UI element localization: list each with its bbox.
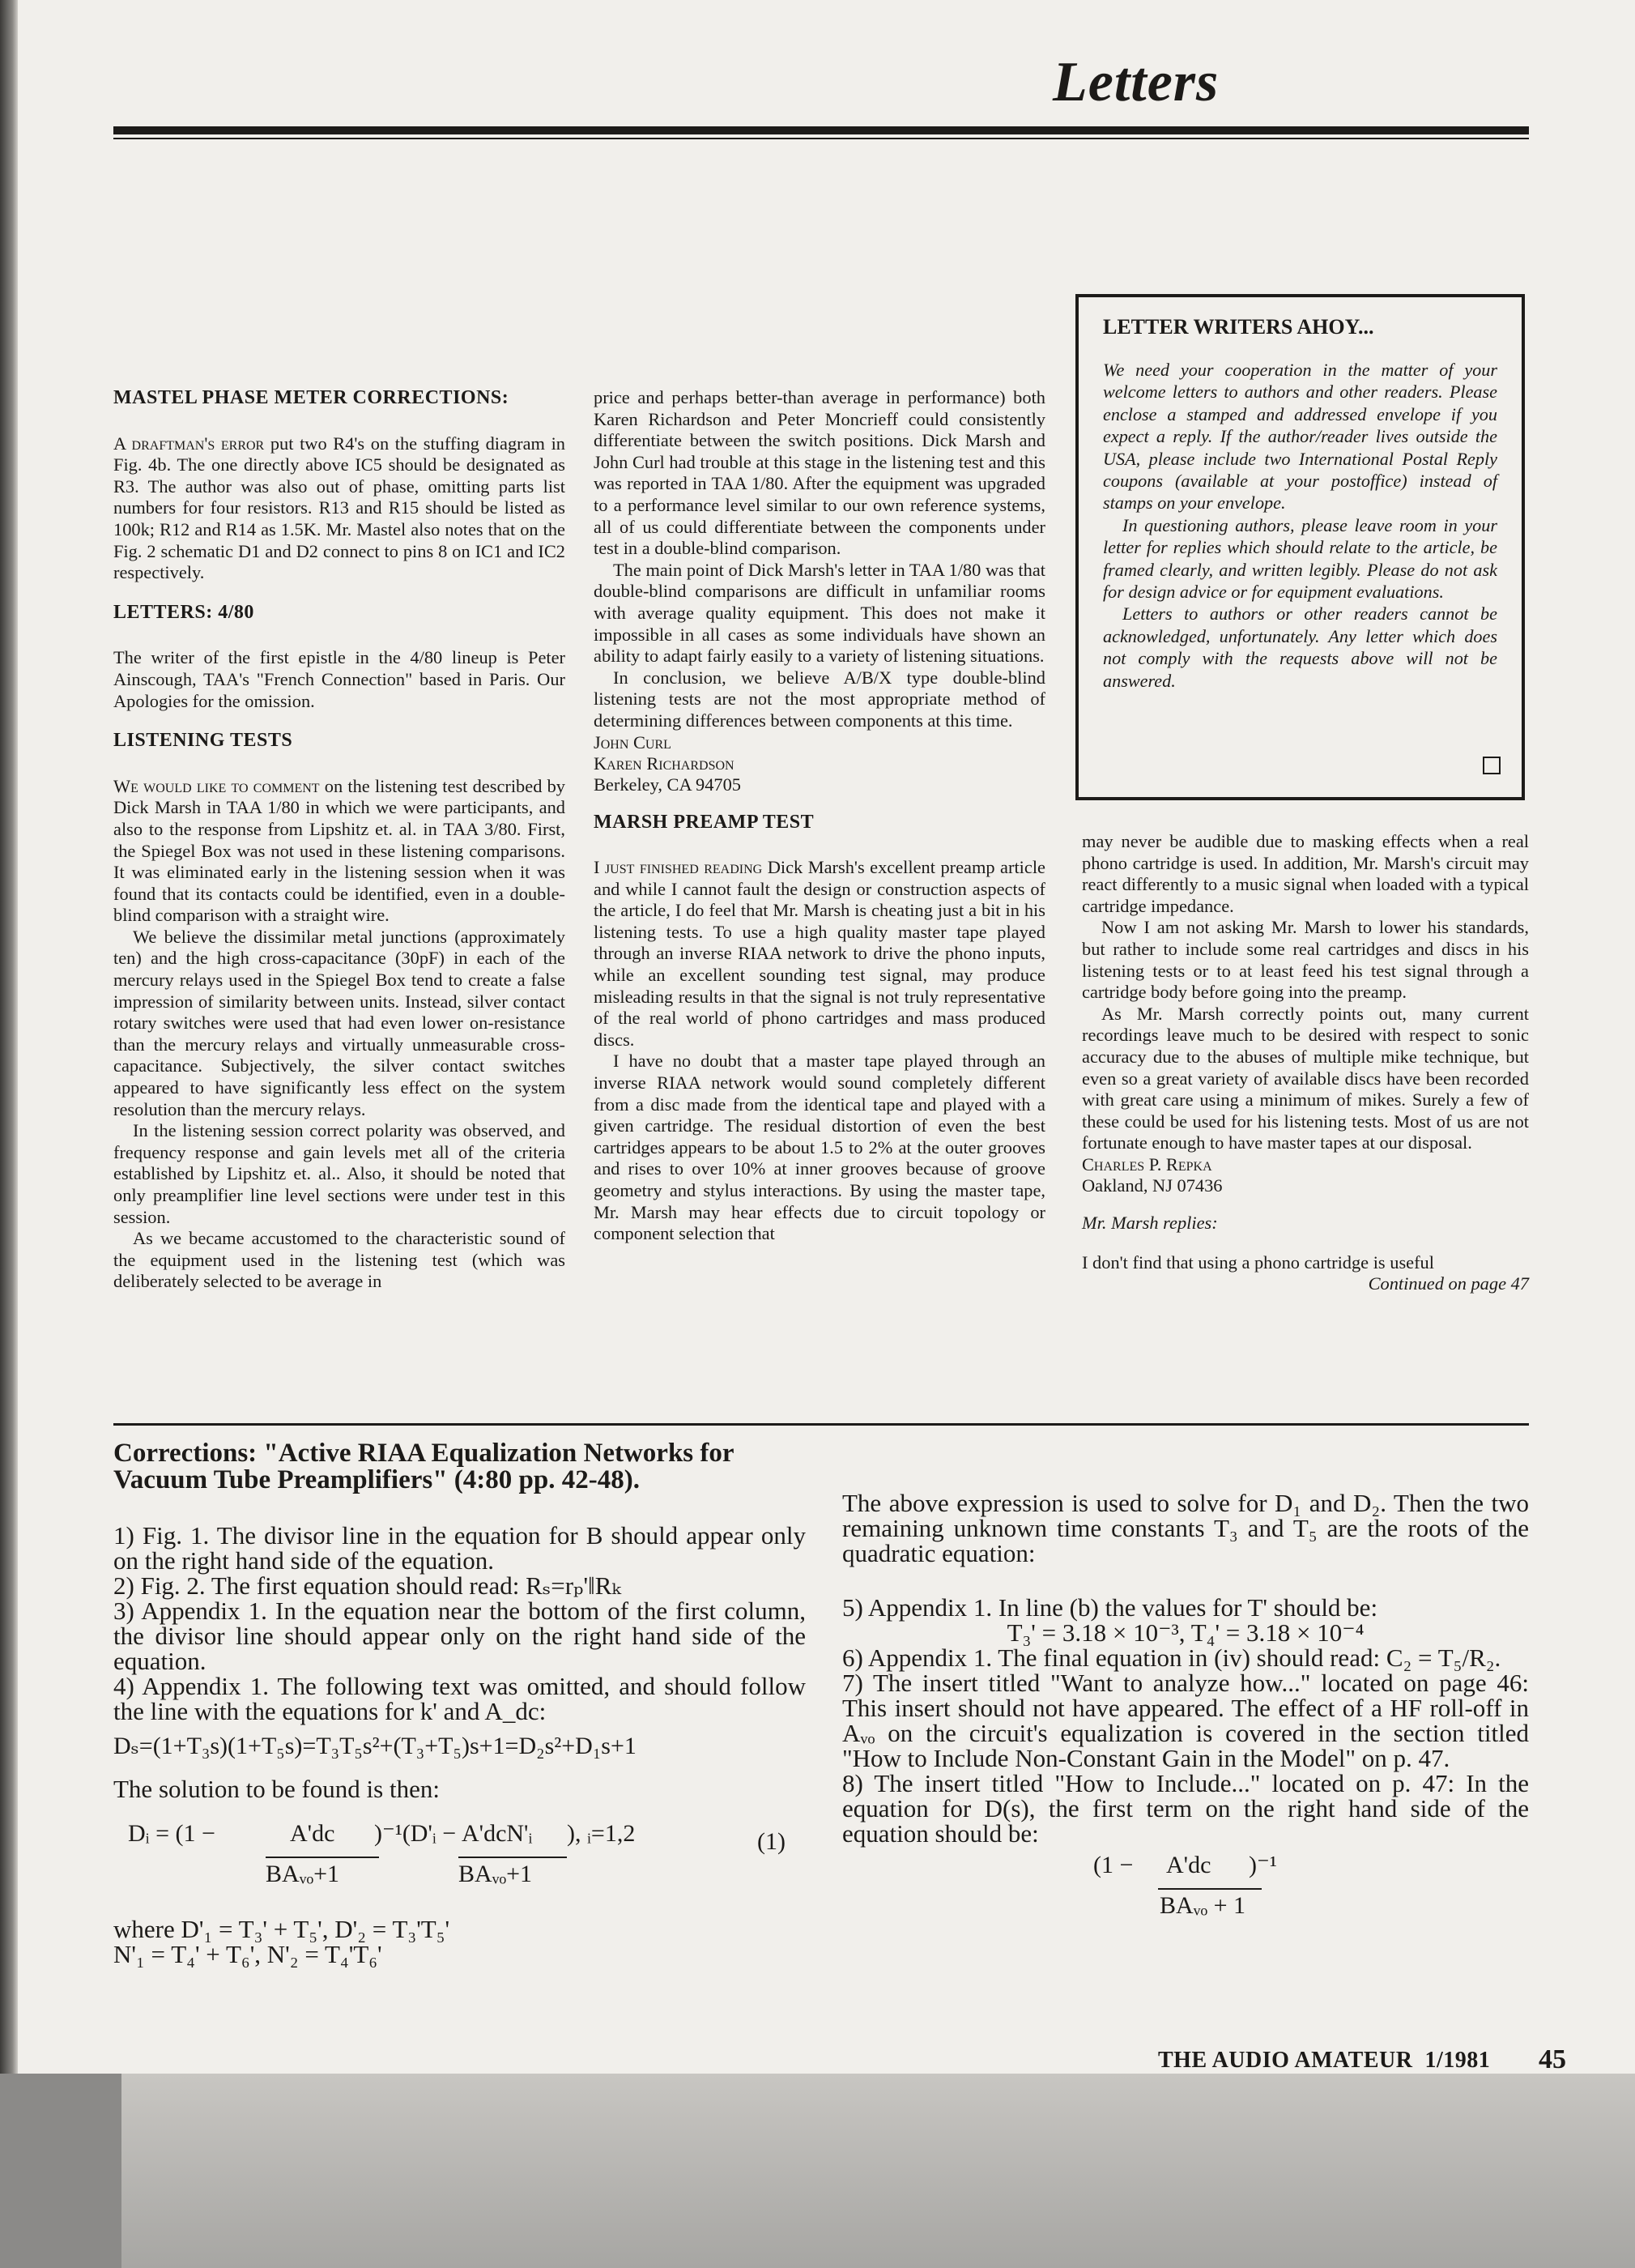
header-rule-thick bbox=[113, 126, 1529, 134]
corrections-title: Corrections: "Active RIAA Equalization Networks for Vacuum Tube Preamplifiers" (4:80 pp. 42-48). bbox=[113, 1439, 734, 1494]
signature-name: John Curl bbox=[594, 731, 671, 752]
header-rule-thin bbox=[113, 138, 1529, 139]
heading-letters-480: LETTERS: 4/80 bbox=[113, 601, 254, 623]
correction-item: 4) Appendix 1. The following text was omitted, and should follow the line with the equations for k' and A_dc: bbox=[113, 1672, 806, 1725]
fraction-bar bbox=[458, 1857, 567, 1858]
signature-location: Oakland, NJ 07436 bbox=[1082, 1174, 1223, 1196]
eq-denominator: BAᵥₒ + 1 bbox=[1160, 1892, 1246, 1919]
paragraph: I don't find that using a phono cartridge is useful bbox=[1082, 1251, 1434, 1273]
heading-listening-tests: LISTENING TESTS bbox=[113, 730, 293, 752]
correction-text: The solution to be found is then: bbox=[113, 1775, 440, 1803]
column-2 bbox=[594, 387, 1045, 1245]
correction-item: 7) The insert titled "Want to analyze how..." located on page 46: This insert should not have appeared. The effect of a HF roll-off in Aᵥₒ on the circuit's equalization is covered in the section titled "How to Include Non-Constant Gain in the Model" on p. 47. bbox=[842, 1669, 1529, 1772]
eq-denominator: BAᵥₒ+1 bbox=[458, 1861, 533, 1887]
eq-part: (1 − bbox=[1093, 1852, 1134, 1878]
paragraph: As we became accustomed to the characteristic sound of the equipment used in the listening test (which was deliberately selected to be average in bbox=[113, 1228, 565, 1292]
paragraph: I have no doubt that a master tape played through an inverse RIAA network would sound completely different from a disc made from the identical tape and played with a given cartridge. The residual distortion of even the best cartridges appears to be about 1.5 to 2% at the outer grooves and rises to over 10% at inner grooves because of groove geometry and stylus interactions. By using the master tape, Mr. Marsh may hear effects due to circuit topology or component selection that bbox=[594, 1051, 1045, 1244]
equation-di bbox=[113, 1821, 806, 1894]
paragraph: We believe the dissimilar metal junctions (approximately ten) and the high cross-capacitance (30pF) in each of the mercury relays used in the Spiegel Box tend to create a false impression of similarity between units. Instead, silver contact rotary switches were used that had even lower on-resistance than the mercury relays and virtually unmeasurable cross-capacitance. Subjectively, the silver contact switches appeared to have significantly less effect on the system resolution than the mercury relays. bbox=[113, 926, 565, 1119]
paragraph: may never be audible due to masking effects when a real phono cartridge is used. In addition, Mr. Marsh's circuit may react differently to a music signal when loaded with a typical cartridge impedance. bbox=[1082, 831, 1529, 916]
journal-name: THE AUDIO AMATEUR bbox=[1158, 2048, 1413, 2073]
corrections-left bbox=[113, 1523, 806, 1967]
paragraph: In the listening session correct polarity was observed, and frequency response and gain levels met all of the criteria established by Lipshitz et. al.. Also, it should be noted that only preamplifier line level sections were under test in this session. bbox=[113, 1120, 565, 1227]
equation-first-term bbox=[842, 1852, 1529, 1925]
paragraph: As Mr. Marsh correctly points out, many current recordings leave much to be desired with respect to sonic accuracy due to the abuses of multiple mike technique, but even so a great variety of available discs have been recorded with great care using a minimum of mikes. Surely a few of these could be used for his listening tests. Most of us are not fortunate enough to have master tapes at our disposal. bbox=[1082, 1003, 1529, 1153]
scan-bottom-corner bbox=[0, 2074, 121, 2268]
paragraph: price and perhaps better-than average in performance) both Karen Richardson and Peter Moncrieff could consistently differentiate between the switch positions. Dick Marsh and John Curl had trouble at this stage in the listening test and this was reported in TAA 1/80. After the equipment was upgraded to a performance level similar to our own reference systems, all of us could differentiate between the components under test in a double-blind comparison. bbox=[594, 387, 1045, 559]
box-paragraph: We need your cooperation in the matter of your welcome letters to authors and other readers. Please enclose a stamped and addressed envelope if you expect a reply. If the author/reader lives outside the USA, please include two International Postal Reply coupons (available at your postoffice) instead of stamps on your envelope. bbox=[1103, 360, 1497, 514]
eq-part: )⁻¹(D'ᵢ − bbox=[374, 1820, 457, 1847]
paragraph bbox=[594, 857, 1045, 1051]
corrections-right bbox=[842, 1490, 1529, 1925]
lead-in: We would like to comment bbox=[113, 775, 320, 796]
footer-journal bbox=[1158, 2048, 1490, 2074]
correction-item: 8) The insert titled "How to Include..." located on p. 47: In the equation for D(s), the first term on the right hand side of the equation should be: bbox=[842, 1769, 1529, 1848]
paragraph bbox=[113, 776, 565, 927]
correction-item: 6) Appendix 1. The final equation in (iv) should read: C₂ = T₅/R₂. bbox=[842, 1643, 1501, 1672]
eq-denominator: BAᵥₒ+1 bbox=[266, 1861, 340, 1887]
paragraph-text: Dick Marsh's excellent preamp article and while I cannot fault the design or construction aspects of the article, I do feel that Mr. Marsh is cheating just a bit in his listening tests. To use a high quality master tape played through an inverse RIAA network to drive the phono inputs, while an excellent sounding test signal, may produce misleading results in that the signal is not truly representative of the real world of phono cartridges and mass produced discs. bbox=[594, 857, 1045, 1050]
box-title: LETTER WRITERS AHOY... bbox=[1103, 315, 1374, 339]
eq-numerator: A'dc bbox=[1166, 1852, 1211, 1878]
eq-part: )⁻¹ bbox=[1249, 1852, 1277, 1878]
column-1 bbox=[113, 387, 565, 1293]
box-paragraph: In questioning authors, please leave room in your letter for replies which should relate to the article, be framed clearly, and written legibly. Please do not ask for design advice or for equipment evaluations. bbox=[1103, 514, 1497, 603]
equation-ds: Dₛ=(1+T₃s)(1+T₅s)=T₃T₅s²+(T₃+T₅)s+1=D₂s²+D₁s+1 bbox=[113, 1733, 637, 1759]
paragraph bbox=[113, 433, 565, 584]
correction-item: 1) Fig. 1. The divisor line in the equation for B should appear only on the right hand side of the equation. bbox=[113, 1521, 806, 1575]
page-number: 45 bbox=[1539, 2044, 1566, 2074]
letter-writers-box bbox=[1075, 294, 1525, 800]
eq-numerator: A'dc bbox=[290, 1820, 335, 1847]
eq-part: ), ᵢ=1,2 bbox=[567, 1820, 636, 1847]
lead-in: I just finished reading bbox=[594, 857, 763, 878]
continued-note: Continued on page 47 bbox=[1368, 1273, 1529, 1294]
paragraph-text: put two R4's on the stuffing diagram in Fig. 4b. The one directly above IC5 should be designated as R3. The author was also out of phase, omitting parts list numbers for four resistors. R13 and R15 should be listed as 100k; R12 and R14 as 1.5K. Mr. Mastel also notes that on the Fig. 2 schematic D1 and D2 connect to pins 8 on IC1 and IC2 respectively. bbox=[113, 433, 565, 583]
correction-item: 2) Fig. 2. The first equation should read: Rₛ=rₚ'‖Rₖ bbox=[113, 1571, 621, 1600]
correction-item: 5) Appendix 1. In line (b) the values for T' should be: bbox=[842, 1593, 1378, 1622]
equation-t-values: T₃' = 3.18 × 10⁻³, T₄' = 3.18 × 10⁻⁴ bbox=[1007, 1618, 1365, 1647]
equation-number: (1) bbox=[757, 1828, 786, 1855]
signature-location: Berkeley, CA 94705 bbox=[594, 774, 741, 795]
correction-text: where D'₁ = T₃' + T₅', D'₂ = T₃'T₅' bbox=[113, 1915, 450, 1943]
page-title: Letters bbox=[1053, 51, 1220, 113]
signature-name: Karen Richardson bbox=[594, 752, 734, 774]
heading-marsh-preamp: MARSH PREAMP TEST bbox=[594, 811, 815, 833]
fraction-bar bbox=[266, 1857, 379, 1858]
end-mark-icon bbox=[1483, 757, 1501, 774]
heading-mastel: MASTEL PHASE METER CORRECTIONS: bbox=[113, 387, 509, 408]
box-body bbox=[1103, 359, 1497, 692]
lead-in: A draftman's error bbox=[113, 433, 265, 454]
column-3 bbox=[1082, 831, 1529, 1295]
paragraph: Now I am not asking Mr. Marsh to lower his standards, but rather to include some real cartridges and discs in his listening tests or to at least feed his test signal through a cartridge body before going into the preamp. bbox=[1082, 917, 1529, 1003]
correction-text: N'₁ = T₄' + T₆', N'₂ = T₄'T₆' bbox=[113, 1940, 382, 1968]
paragraph-text: on the listening test described by Dick Marsh in TAA 1/80 in which we were participants, and also to the response from Lipshitz et. al. in TAA 3/80. First, the Spiegel Box was not used in these listening comparisons. It was eliminated early in the listening session when it was found that its contacts could be identified, even in a double-blind comparison with a straight wire. bbox=[113, 775, 565, 926]
paragraph: The main point of Dick Marsh's letter in TAA 1/80 was that double-blind comparisons are difficult in unfamiliar rooms with average quality equipment. This does not make it impossible in all cases as some individuals have shown an ability to adapt fairly easily to a variety of listening situations. bbox=[594, 559, 1045, 667]
eq-numerator: A'dcN'ᵢ bbox=[462, 1820, 533, 1847]
eq-part: Dᵢ = (1 − bbox=[128, 1820, 215, 1847]
issue-number: 1/1981 bbox=[1424, 2048, 1491, 2073]
reply-heading: Mr. Marsh replies: bbox=[1082, 1212, 1218, 1233]
paragraph: In conclusion, we believe A/B/X type double-blind listening tests are not the most appropriate method of determining differences between components at this time. bbox=[594, 667, 1045, 731]
section-rule bbox=[113, 1423, 1529, 1426]
correction-item: 3) Appendix 1. In the equation near the bottom of the first column, the divisor line should appear only on the right hand side of the equation. bbox=[113, 1597, 806, 1675]
page-binding-shadow bbox=[0, 0, 18, 2268]
paragraph: The writer of the first epistle in the 4/80 lineup is Peter Ainscough, TAA's "French Connection" based in Paris. Our Apologies for the omission. bbox=[113, 647, 565, 711]
signature-name: Charles P. Repka bbox=[1082, 1153, 1212, 1174]
correction-text: The above expression is used to solve for D₁ and D₂. Then the two remaining unknown time constants T₃ and T₅ are the roots of the quadratic equation: bbox=[842, 1489, 1529, 1567]
box-paragraph: Letters to authors or other readers cannot be acknowledged, unfortunately. Any letter which does not comply with the requests above will not be answered. bbox=[1103, 603, 1497, 691]
fraction-bar bbox=[1158, 1888, 1262, 1890]
scan-bottom-shadow bbox=[0, 2074, 1635, 2268]
